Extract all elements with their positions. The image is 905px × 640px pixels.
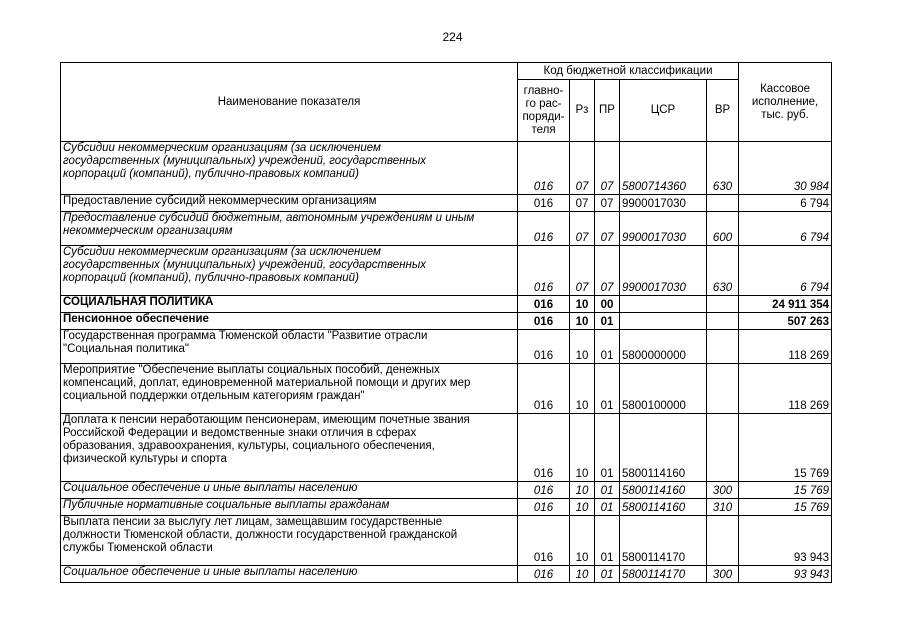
row-pr-code: 01 (595, 482, 620, 499)
table-row (61, 516, 832, 566)
header-amount-line: исполнение, (751, 95, 819, 108)
header-amount (739, 63, 832, 142)
row-vr-code (707, 296, 739, 313)
row-admin-code: 016 (518, 414, 570, 482)
row-name (61, 364, 518, 414)
budget-table (60, 62, 832, 583)
row-rz-code: 10 (570, 364, 595, 414)
row-rz-code: 10 (570, 330, 595, 364)
table-row (61, 364, 832, 414)
table-header (61, 63, 832, 142)
table-body (61, 142, 832, 583)
row-vr-code (707, 195, 739, 212)
table-row (61, 246, 832, 296)
row-pr-code: 01 (595, 414, 620, 482)
row-name (61, 414, 518, 482)
row-name-line: физической культуры и спорта (63, 453, 227, 465)
row-pr-code: 01 (595, 566, 620, 583)
row-name-line: образования, здравоохранения, культуры, социального обеспечения, (63, 440, 435, 452)
row-vr-code: 310 (707, 499, 739, 516)
row-vr-code: 630 (707, 246, 739, 296)
row-pr-code: 07 (595, 212, 620, 246)
header-admin (518, 80, 570, 142)
row-admin-code: 016 (518, 296, 570, 313)
header-amount-line: тыс. руб. (761, 108, 809, 121)
row-name-line: государственных (муниципальных) учреждений, государственных (63, 155, 427, 167)
table-row (61, 142, 832, 195)
row-name-line: Доплата к пенсии неработающим пенсионерам, имеющим почетные звания (63, 414, 470, 426)
row-pr-code: 00 (595, 296, 620, 313)
row-name-line: Публичные нормативные социальные выплаты гражданам (63, 499, 390, 511)
row-name (61, 516, 518, 566)
header-admin-line: главно- (523, 84, 564, 97)
row-vr-code (707, 516, 739, 566)
row-pr-code: 07 (595, 246, 620, 296)
row-amount: 15 769 (739, 414, 832, 482)
table-row (61, 212, 832, 246)
row-rz-code: 10 (570, 499, 595, 516)
row-name-line: Государственная программа Тюменской области "Развитие отрасли (63, 330, 428, 342)
row-name (61, 142, 518, 195)
row-rz-code: 10 (570, 482, 595, 499)
row-vr-code (707, 330, 739, 364)
row-amount: 93 943 (739, 566, 832, 583)
row-name-line: некоммерческим организациям (63, 225, 233, 237)
row-csr-code: 5800100000 (620, 364, 707, 414)
row-name-line: корпораций (компаний), публично-правовых компаний) (63, 168, 359, 180)
header-amount-line: Кассовое (760, 82, 810, 95)
row-pr-code: 01 (595, 313, 620, 330)
row-name (61, 330, 518, 364)
row-vr-code (707, 414, 739, 482)
header-pr: ПР (595, 80, 620, 142)
row-amount: 6 794 (739, 195, 832, 212)
row-admin-code: 016 (518, 195, 570, 212)
row-name-line: должности Тюменской области, должности государственной гражданской (63, 529, 458, 541)
row-name-line: СОЦИАЛЬНАЯ ПОЛИТИКА (63, 296, 214, 308)
row-name (61, 195, 518, 212)
row-rz-code: 10 (570, 296, 595, 313)
header-admin-line: поряди- (522, 110, 565, 123)
row-vr-code: 300 (707, 482, 739, 499)
row-vr-code (707, 364, 739, 414)
row-amount: 30 984 (739, 142, 832, 195)
row-csr-code: 5800114160 (620, 482, 707, 499)
row-name (61, 296, 518, 313)
row-amount: 93 943 (739, 516, 832, 566)
row-name-line: Социальное обеспечение и иные выплаты населению (63, 482, 358, 494)
row-name (61, 482, 518, 499)
row-amount: 15 769 (739, 482, 832, 499)
row-rz-code: 10 (570, 313, 595, 330)
table-row (61, 482, 832, 499)
row-name (61, 499, 518, 516)
row-name (61, 313, 518, 330)
row-name-line: Предоставление субсидий некоммерческим организациям (63, 195, 377, 207)
row-rz-code: 07 (570, 195, 595, 212)
row-name-line: Пенсионное обеспечение (63, 313, 209, 325)
row-rz-code: 10 (570, 516, 595, 566)
row-pr-code: 07 (595, 142, 620, 195)
row-name-line: корпораций (компаний), публично-правовых компаний) (63, 272, 359, 284)
row-csr-code (620, 296, 707, 313)
table-row (61, 296, 832, 313)
row-amount: 118 269 (739, 364, 832, 414)
table-row (61, 330, 832, 364)
row-name-line: "Социальная политика" (63, 343, 190, 355)
header-name: Наименование показателя (61, 63, 518, 142)
row-rz-code: 10 (570, 414, 595, 482)
row-amount: 6 794 (739, 212, 832, 246)
row-admin-code: 016 (518, 313, 570, 330)
row-amount: 118 269 (739, 330, 832, 364)
row-name-line: службы Тюменской области (63, 542, 213, 554)
row-csr-code: 9900017030 (620, 246, 707, 296)
row-vr-code: 600 (707, 212, 739, 246)
row-amount: 6 794 (739, 246, 832, 296)
header-rz: Рз (570, 80, 595, 142)
table-row (61, 414, 832, 482)
row-name-line: Субсидии некоммерческим организациям (за исключением (63, 142, 381, 154)
row-vr-code (707, 313, 739, 330)
page-number: 224 (442, 30, 463, 44)
row-amount: 24 911 354 (739, 296, 832, 313)
table-row (61, 195, 832, 212)
header-code-group: Код бюджетной классификации (518, 63, 739, 80)
row-name (61, 566, 518, 583)
header-admin-line: го рас- (525, 97, 562, 110)
row-csr-code: 5800114160 (620, 414, 707, 482)
row-csr-code: 5800114170 (620, 516, 707, 566)
row-pr-code: 01 (595, 516, 620, 566)
row-csr-code: 5800000000 (620, 330, 707, 364)
header-admin-line: теля (531, 123, 556, 136)
row-name-line: Мероприятие "Обеспечение выплаты социальных пособий, денежных (63, 364, 440, 376)
row-csr-code: 9900017030 (620, 212, 707, 246)
row-admin-code: 016 (518, 212, 570, 246)
row-amount: 15 769 (739, 499, 832, 516)
row-name-line: социальной поддержки отдельным категориям граждан" (63, 390, 365, 402)
row-admin-code: 016 (518, 364, 570, 414)
row-admin-code: 016 (518, 142, 570, 195)
header-vr: ВР (707, 80, 739, 142)
row-admin-code: 016 (518, 516, 570, 566)
row-csr-code (620, 313, 707, 330)
header-csr: ЦСР (620, 80, 707, 142)
row-pr-code: 01 (595, 364, 620, 414)
row-rz-code: 07 (570, 212, 595, 246)
row-rz-code: 10 (570, 566, 595, 583)
row-csr-code: 5800114170 (620, 566, 707, 583)
row-admin-code: 016 (518, 482, 570, 499)
row-amount: 507 263 (739, 313, 832, 330)
row-csr-code: 5800714360 (620, 142, 707, 195)
row-name (61, 212, 518, 246)
row-pr-code: 01 (595, 330, 620, 364)
row-vr-code: 300 (707, 566, 739, 583)
row-admin-code: 016 (518, 499, 570, 516)
row-name-line: государственных (муниципальных) учреждений, государственных (63, 259, 427, 271)
row-rz-code: 07 (570, 142, 595, 195)
row-name-line: компенсаций, доплат, единовременной материальной помощи и других мер (63, 377, 471, 389)
row-name-line: Выплата пенсии за выслугу лет лицам, замещавшим государственные (63, 516, 443, 528)
table-row (61, 499, 832, 516)
row-name (61, 246, 518, 296)
row-admin-code: 016 (518, 566, 570, 583)
table-row (61, 566, 832, 583)
row-name-line: Предоставление субсидий бюджетным, автономным учреждениям и иным (63, 212, 475, 224)
row-admin-code: 016 (518, 246, 570, 296)
row-csr-code: 5800114160 (620, 499, 707, 516)
row-admin-code: 016 (518, 330, 570, 364)
row-name-line: Социальное обеспечение и иные выплаты населению (63, 566, 358, 578)
row-pr-code: 01 (595, 499, 620, 516)
table-row (61, 313, 832, 330)
row-vr-code: 630 (707, 142, 739, 195)
row-csr-code: 9900017030 (620, 195, 707, 212)
row-rz-code: 07 (570, 246, 595, 296)
row-pr-code: 07 (595, 195, 620, 212)
row-name-line: Российской Федерации и ведомственные знаки отличия в сферах (63, 427, 417, 439)
row-name-line: Субсидии некоммерческим организациям (за исключением (63, 246, 381, 258)
